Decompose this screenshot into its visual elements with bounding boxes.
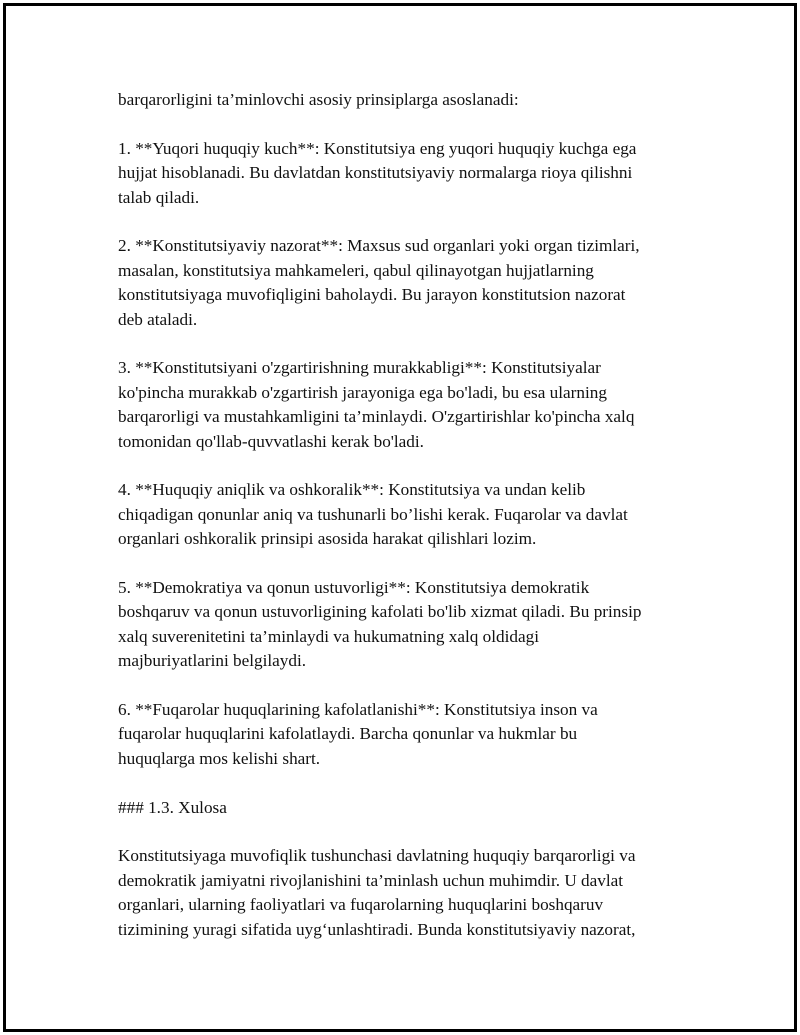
list-item-1 (118, 137, 708, 210)
list-item-4 (118, 478, 708, 551)
document-body (118, 88, 708, 966)
text-line: 6. **Fuqarolar huquqlarining kafolatlanishi**: Konstitutsiya inson va (118, 700, 598, 720)
text-line: hujjat hisoblanadi. Bu davlatdan konstitutsiyaviy normalarga rioya qilishni (118, 163, 633, 183)
text-line: fuqarolar huquqlarini kafolatlaydi. Barcha qonunlar va hukmlar bu (118, 724, 578, 744)
text-line: talab qiladi. (118, 187, 200, 207)
text-line: ### 1.3. Xulosa (118, 797, 227, 817)
text-line: majburiyatlarini belgilaydi. (118, 651, 307, 671)
text-line: barqarorligini ta’minlovchi asosiy prinsiplarga asoslanadi: (118, 90, 519, 109)
text-line: huquqlarga mos kelishi shart. (118, 748, 321, 768)
text-line: ko'pincha murakkab o'zgartirish jarayoniga ega bo'ladi, bu esa ularning (118, 382, 607, 402)
list-item-2 (118, 234, 708, 332)
text-line: tizimining yuragi sifatida uyg‘unlashtiradi. Bunda konstitutsiyaviy nazorat, (118, 919, 636, 939)
text-line: tomonidan qo'llab-quvvatlashi kerak bo'ladi. (118, 431, 424, 451)
text-line: 3. **Konstitutsiyani o'zgartirishning murakkabligi**: Konstitutsiyalar (118, 358, 601, 378)
text-line: masalan, konstitutsiya mahkameleri, qabul qilinayotgan hujjatlarning (118, 260, 594, 280)
list-item-5 (118, 576, 708, 674)
text-line: 5. **Demokratiya va qonun ustuvorligi**: Konstitutsiya demokratik (118, 578, 590, 598)
text-line: Konstitutsiyaga muvofiqlik tushunchasi davlatning huquqiy barqarorligi va (118, 846, 636, 866)
text-line: xalq suverenitetini ta’minlaydi va hukumatning xalq oldidagi (118, 626, 540, 646)
paragraph-intro (118, 88, 708, 112)
text-line: 2. **Konstitutsiyaviy nazorat**: Maxsus sud organlari yoki organ tizimlari, (118, 236, 640, 256)
text-line: 4. **Huquqiy aniqlik va oshkoralik**: Konstitutsiya va undan kelib (118, 480, 586, 500)
text-line: demokratik jamiyatni rivojlanishini ta’minlash uchun muhimdir. U davlat (118, 870, 624, 890)
text-line: organlari oshkoralik prinsipi asosida harakat qilishlari lozim. (118, 529, 537, 549)
section-heading (118, 796, 708, 820)
text-line: boshqaruv va qonun ustuvorligining kafolati bo'lib xizmat qiladi. Bu prinsip (118, 602, 642, 622)
text-line: organlari, ularning faoliyatlari va fuqarolarning huquqlarini boshqaruv (118, 895, 604, 915)
text-line: deb ataladi. (118, 309, 198, 329)
text-line: barqarorligi va mustahkamligini ta’minlaydi. O'zgartirishlar ko'pincha xalq (118, 407, 635, 427)
text-line: chiqadigan qonunlar aniq va tushunarli bo’lishi kerak. Fuqarolar va davlat (118, 504, 628, 524)
text-line: konstitutsiyaga muvofiqligini baholaydi. Bu jarayon konstitutsion nazorat (118, 285, 626, 305)
paragraph-conclusion (118, 844, 708, 942)
list-item-3 (118, 356, 708, 454)
text-line: 1. **Yuqori huquqiy kuch**: Konstitutsiya eng yuqori huquqiy kuchga ega (118, 138, 637, 158)
list-item-6 (118, 698, 708, 771)
